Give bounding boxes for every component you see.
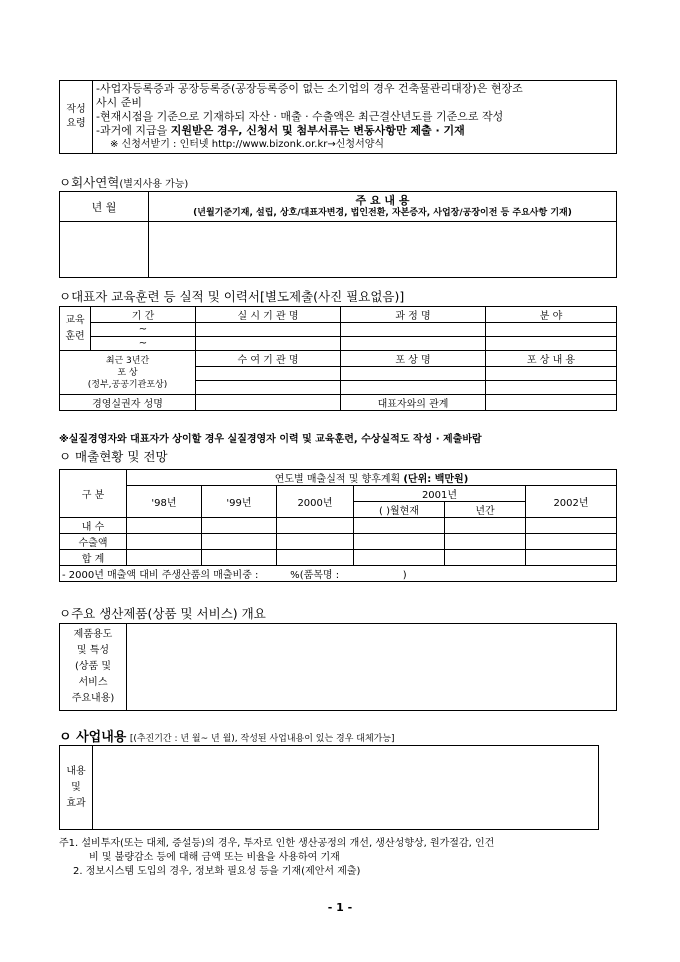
col-award-name: 포 상 명	[341, 351, 486, 367]
page-number: - 1 -	[327, 901, 353, 914]
history-heading	[59, 173, 188, 191]
row-export: 수출액	[60, 534, 127, 550]
relation-label: 대표자와의 관계	[341, 395, 486, 411]
award-label-2: 포 상	[117, 367, 138, 378]
business-table	[59, 745, 599, 830]
products-content-cell[interactable]	[127, 624, 617, 711]
guide-line-4: ※ 신청서받기 : 인터넷 http://www.bizonk.or.kr→신청서양식	[110, 139, 385, 150]
note-2: 2. 정보시스템 도입의 경우, 정보화 필요성 등을 기재(제안서 제출)	[73, 866, 361, 877]
business-title-note: [(추진기간 : 년 월~ 년 월), 작성된 사업내용이 있는 경우 대체가능]	[129, 734, 395, 744]
award-label-1: 최근 3년간	[105, 355, 150, 366]
edu-label: 교육 훈련	[60, 307, 91, 351]
products-label: 제품용도 및 특성 (상품 및 서비스 주요내용)	[60, 624, 127, 711]
row-total: 합 계	[60, 550, 127, 566]
col-y2001: 2001년	[354, 486, 526, 502]
col-y2001-annual: 년간	[445, 502, 526, 518]
guide-box	[59, 80, 617, 154]
manager-name-cell[interactable]	[196, 395, 341, 411]
sales-header-title: 연도별 매출실적 및 향후계획	[274, 474, 404, 485]
col-y2002: 2002년	[526, 486, 617, 518]
business-label: 내용 및 효과	[60, 746, 93, 830]
sales-header-unit: (단위: 백만원)	[403, 474, 469, 485]
col-institution: 실 시 기 관 명	[196, 307, 341, 323]
note-1a: 주1. 설비투자(또는 대체, 증설등)의 경우, 투자로 인한 생산공정의 개선, 생산성향상, 원가절감, 인건	[59, 838, 495, 849]
guide-line-1: -사업자등록증과 공장등록증(공장등록증이 없는 소기업의 경우 건축물관리대장)은 현장조	[96, 82, 523, 95]
col-field: 분 야	[486, 307, 617, 323]
business-content-cell[interactable]	[93, 746, 599, 830]
training-title: ㅇ대표자 교육훈련 등 실적 및 이력서[별도제출(사진 필요없음)]	[59, 289, 405, 304]
period-tilde-2: ~	[91, 337, 196, 351]
sales-title: ㅇ 매출현황 및 전망	[59, 449, 168, 464]
guide-line-2: -현재시점을 기준으로 기재하되 자산 · 매출 · 수출액은 최근결산년도를 기준으로 작성	[96, 110, 504, 123]
history-title-note: (별지사용 가능)	[119, 179, 189, 190]
col-award-inst: 수 여 기 관 명	[196, 351, 341, 367]
history-col-content-title: 주 요 내 용	[355, 193, 410, 207]
col-y2001-current: ( )월현재	[354, 502, 445, 518]
col-y99: '99년	[202, 486, 277, 518]
col-award-content: 포 상 내 용	[486, 351, 617, 367]
relation-cell[interactable]	[486, 395, 617, 411]
award-label	[60, 351, 196, 395]
history-content-cell[interactable]	[149, 222, 617, 278]
guide-label: 작성 요령	[60, 81, 93, 154]
business-title: ㅇ 사업내용	[59, 730, 127, 745]
period-tilde-1: ~	[91, 323, 196, 337]
products-table	[59, 623, 617, 711]
note-1b: 비 및 불량감소 등에 대해 금액 또는 비율을 사용하여 기재	[89, 852, 340, 863]
sales-table	[59, 469, 617, 582]
row-domestic: 내 수	[60, 518, 127, 534]
notes	[59, 837, 494, 879]
col-y2000: 2000년	[277, 486, 354, 518]
col-course: 과 정 명	[341, 307, 486, 323]
guide-line-3: -과거에 지급을	[96, 124, 171, 137]
guide-line-1b: 사시 준비	[96, 96, 143, 109]
col-period: 기 간	[91, 307, 196, 323]
sales-footnote: - 2000년 매출액 대비 주생산품의 매출비중 : %(품목명 : )	[60, 566, 617, 582]
history-title: ㅇ회사연혁	[59, 175, 120, 190]
training-note: ※실질경영자와 대표자가 상이할 경우 실질경영자 이력 및 교육훈련, 수상실적도 작성 · 제출바람	[59, 434, 482, 445]
history-year-cell[interactable]	[60, 222, 149, 278]
col-category: 구 분	[60, 470, 127, 518]
history-table	[59, 191, 617, 278]
training-table	[59, 306, 617, 411]
history-col-content-note: (년월기준기재, 설립, 상호/대표자변경, 법인전환, 자본증자, 사업장/공장이전 등 주요사항 기재)	[193, 207, 572, 218]
award-label-3: (정부,공공기관포상)	[87, 379, 168, 390]
col-y98: '98년	[127, 486, 202, 518]
products-title: ㅇ주요 생산제품(상품 및 서비스) 개요	[59, 606, 266, 621]
manager-label: 경영실권자 성명	[60, 395, 196, 411]
history-col-year: 년 월	[60, 192, 149, 222]
guide-line-3-bold: 지원받은 경우, 신청서 및 첨부서류는 변동사항만 제출 · 기재	[170, 124, 465, 137]
business-heading	[59, 726, 395, 745]
